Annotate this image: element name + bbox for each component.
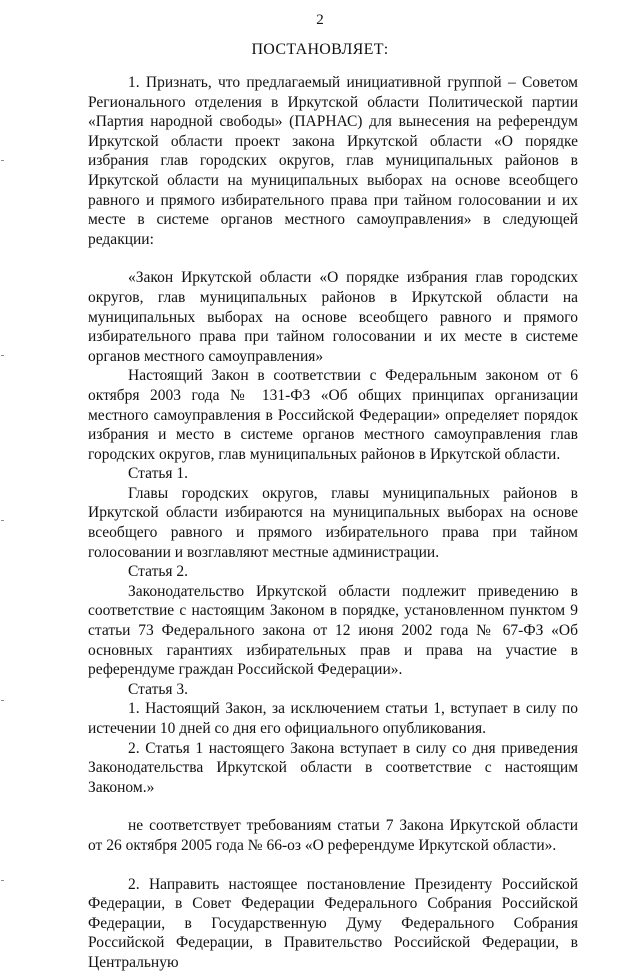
law-preamble: Настоящий Закон в соответствии с Федеральным законом от 6 октября 2003 года № 131-ФЗ «Об общих принципах организации местного самоуправления в Российской Федерации» определяет порядок избрания и место в системе органов местного самоуправления глав городских округов, глав муниципальных районов в Иркутской области. bbox=[88, 367, 578, 463]
spacer bbox=[88, 797, 578, 816]
page-number: 2 bbox=[316, 12, 324, 28]
article-3-point-2: 2. Статья 1 настоящего Закона вступает в силу со дня приведения Законодательства Иркутской области в соответствие с настоящим Законом.» bbox=[88, 739, 578, 796]
spacer bbox=[88, 249, 578, 268]
paragraph-2: 2. Направить настоящее постановление Президенту Российской Федерации, в Совет Федерации Федерального Собрания Российской Федерации, в Государственную Думу Федерального Собрания Российской Федерации, в Правительство Российской Федерации, в Центральную bbox=[88, 875, 578, 971]
article-1-heading: Статья 1. bbox=[128, 465, 189, 483]
article-2-text: Законодательство Иркутской области подлежит приведению в соответствие с настоящим Законом в порядке, установленном пунктом 9 статьи 73 Федерального закона от 12 июня 2002 года № 67-ФЗ «Об основных гарантиях избирательных прав и права на участие в референдуме граждан Российской Федерации». bbox=[88, 582, 578, 679]
scan-edge-mark bbox=[1, 355, 4, 356]
paragraph-1: 1. Признать, что предлагаемый инициативной группой – Советом Регионального отделения в Иркутской области Политической партии «Партия народной свободы» (ПАРНАС) для вынесения на референдум Иркутской области проект закона Иркутской области «О порядке избрания глав городских округов, глав муниципальных районов в Иркутской области на муниципальных выборах на основе всеобщего равного и прямого избирательного права при тайном голосовании и их месте в системе органов местного самоуправления» в следующей редакции: bbox=[88, 74, 578, 248]
scan-edge-mark bbox=[1, 880, 4, 881]
article-3-point-1: 1. Настоящий Закон, за исключением статьи 1, вступает в силу по истечении 10 дней со дня его официального опубликования. bbox=[88, 700, 578, 737]
resolution-heading: ПОСТАНОВЛЯЕТ: bbox=[251, 41, 389, 58]
article-3-heading: Статья 3. bbox=[128, 680, 189, 698]
article-2-heading: Статья 2. bbox=[128, 563, 189, 581]
spacer bbox=[88, 856, 578, 875]
scan-edge-mark bbox=[1, 520, 4, 521]
scan-edge-mark bbox=[1, 160, 4, 161]
conclusion-paragraph: не соответствует требованиям статьи 7 Закона Иркутской области от 26 октября 2005 года № 66-оз «О референдуме Иркутской области». bbox=[88, 817, 578, 854]
scan-edge-mark bbox=[1, 700, 4, 701]
law-title-paragraph: «Закон Иркутской области «О порядке избрания глав городских округов, глав муниципальных районов в Иркутской области на муниципальных выборах на основе всеобщего равного и прямого избирательного права при тайном голосовании и их месте в системе органов местного самоуправления» bbox=[88, 269, 578, 365]
document-body bbox=[88, 73, 578, 973]
article-1-text: Главы городских округов, главы муниципальных районов в Иркутской области избираются на муниципальных выборах на основе всеобщего равного и прямого избирательного права при тайном голосовании и возглавляют местные администрации. bbox=[88, 484, 578, 561]
